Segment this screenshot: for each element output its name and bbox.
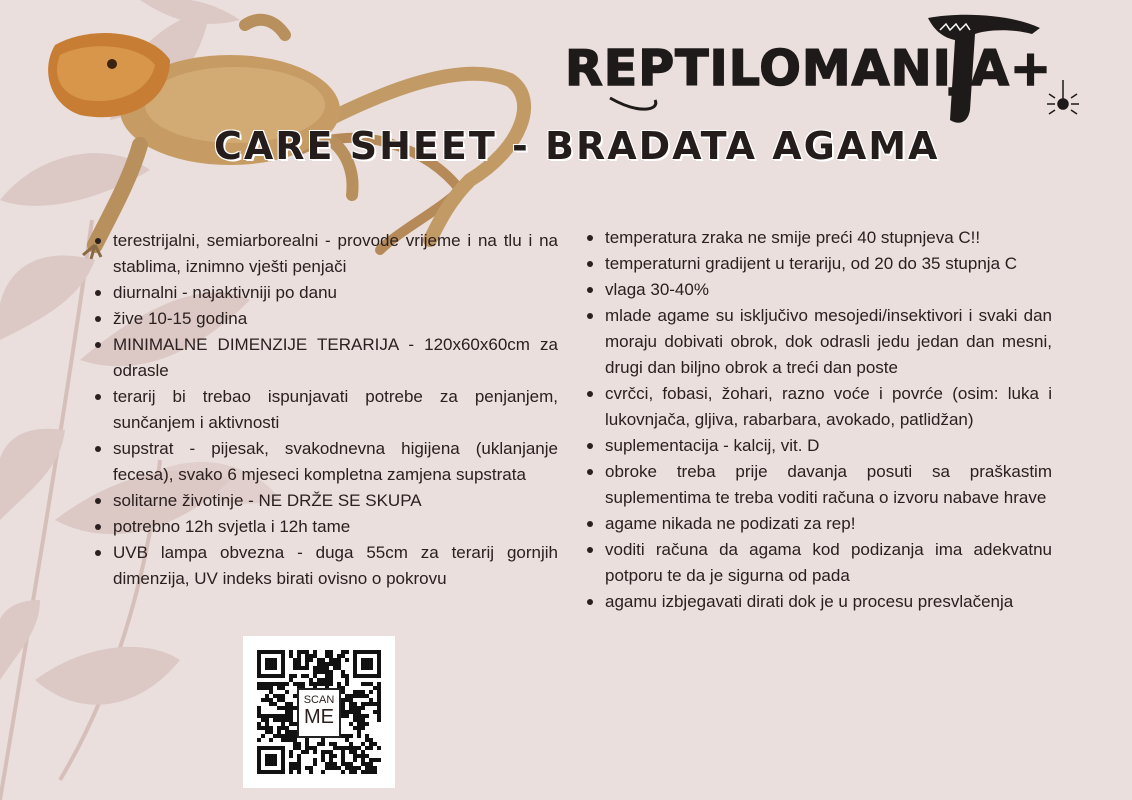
- scan-text: SCAN: [303, 694, 335, 706]
- qr-code[interactable]: [243, 636, 395, 788]
- scan-me-label: [297, 688, 341, 738]
- list-item: voditi računa da agama kod podizanja ima adekvatnu potporu te da je sigurna od pada: [584, 537, 1052, 589]
- list-item: supstrat - pijesak, svakodnevna higijena (uklanjanje fecesa), svako 6 mjeseci kompletna zamjena supstrata: [92, 436, 558, 488]
- left-care-list: [92, 228, 558, 592]
- list-item: žive 10-15 godina: [92, 306, 558, 332]
- list-item: temperaturni gradijent u terariju, od 20 do 35 stupnja C: [584, 251, 1052, 277]
- list-item: cvrčci, fobasi, žohari, razno voće i povrće (osim: luka i lukovnjača, gljiva, rabarbara, avokado, patlidžan): [584, 381, 1052, 433]
- list-item: suplementacija - kalcij, vit. D: [584, 433, 1052, 459]
- brand-logo: REPTILOMANIJA+: [565, 40, 1053, 97]
- me-text: ME: [304, 706, 334, 728]
- list-item: obroke treba prije davanja posuti sa praškastim suplementima te treba voditi računa o izvoru nabave hrave: [584, 459, 1052, 511]
- list-item: terarij bi trebao ispunjavati potrebe za penjanjem, sunčanjem i aktivnosti: [92, 384, 558, 436]
- list-item: agamu izbjegavati dirati dok je u procesu presvlačenja: [584, 589, 1052, 615]
- list-item: MINIMALNE DIMENZIJE TERARIJA - 120x60x60cm za odrasle: [92, 332, 558, 384]
- list-item: terestrijalni, semiarborealni - provode vrijeme i na tlu i na stablima, iznimno vješti penjači: [92, 228, 558, 280]
- list-item: solitarne životinje - NE DRŽE SE SKUPA: [92, 488, 558, 514]
- list-item: vlaga 30-40%: [584, 277, 1052, 303]
- list-item: temperatura zraka ne smije preći 40 stupnjeva C!!: [584, 225, 1052, 251]
- list-item: UVB lampa obvezna - duga 55cm za terarij gornjih dimenzija, UV indeks birati ovisno o pokrovu: [92, 540, 558, 592]
- right-care-list: [584, 225, 1052, 615]
- list-item: diurnalni - najaktivniji po danu: [92, 280, 558, 306]
- list-item: potrebno 12h svjetla i 12h tame: [92, 514, 558, 540]
- list-item: mlade agame su isključivo mesojedi/insektivori i svaki dan moraju dobivati obrok, dok odrasli jedu jedan dan mesni, drugi dan biljno obrok a treći dan poste: [584, 303, 1052, 381]
- page-title: CARE SHEET - BRADATA AGAMA: [214, 124, 940, 168]
- list-item: agame nikada ne podizati za rep!: [584, 511, 1052, 537]
